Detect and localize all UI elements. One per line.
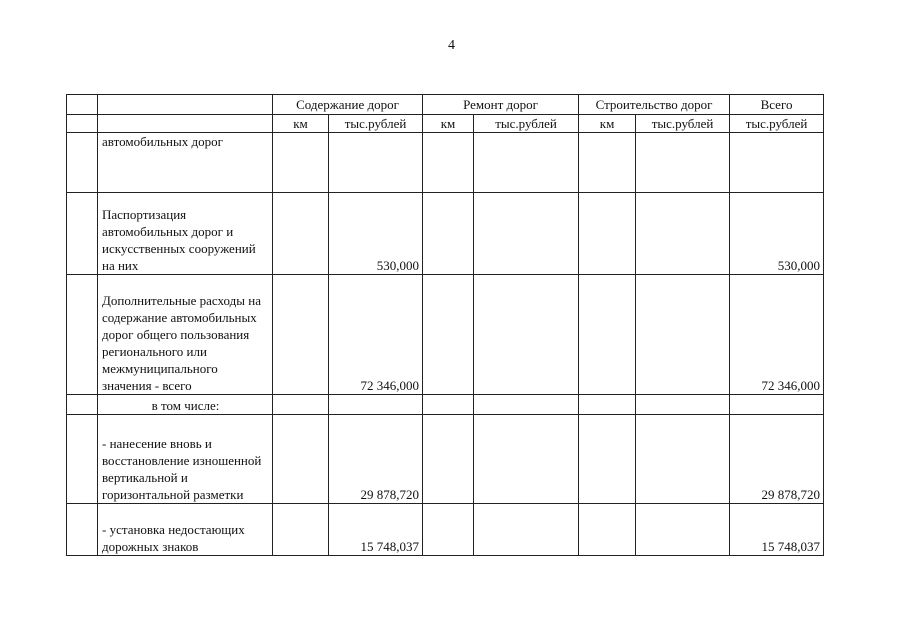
cell-repair-rub: [474, 395, 579, 415]
unit-repair-km: км: [423, 115, 474, 133]
cell-total: [730, 133, 824, 193]
cell-build-km: [579, 504, 636, 556]
cell-build-km: [579, 193, 636, 275]
table-row: [67, 395, 824, 415]
cell-total: 72 346,000: [730, 275, 824, 395]
cell-repair-rub: [474, 193, 579, 275]
cell-build-rub: [636, 415, 730, 504]
cell-maint-km: [273, 504, 329, 556]
row-label-subheading: в том числе:: [98, 395, 273, 415]
cell-build-km: [579, 395, 636, 415]
cell-build-rub: [636, 504, 730, 556]
table-row: [67, 193, 824, 275]
cell-build-rub: [636, 133, 730, 193]
cell-total: 530,000: [730, 193, 824, 275]
cell-maint-rub: [329, 395, 423, 415]
unit-build-rub: тыс.рублей: [636, 115, 730, 133]
header-maintenance: Содержание дорог: [273, 95, 423, 115]
cell-build-rub: [636, 193, 730, 275]
header-blank-1: [67, 95, 98, 115]
header-construction: Строительство дорог: [579, 95, 730, 115]
header-repair: Ремонт дорог: [423, 95, 579, 115]
unit-blank-2: [98, 115, 273, 133]
cell-repair-rub: [474, 275, 579, 395]
cell-build-km: [579, 415, 636, 504]
cell-total: [730, 395, 824, 415]
cell-repair-km: [423, 395, 474, 415]
table-row: [67, 275, 824, 395]
cell-maint-km: [273, 133, 329, 193]
cell-maint-km: [273, 193, 329, 275]
unit-maint-km: км: [273, 115, 329, 133]
cell-build-km: [579, 275, 636, 395]
cell-maint-rub: 15 748,037: [329, 504, 423, 556]
page-number: 4: [448, 38, 455, 53]
cell-maint-rub: [329, 133, 423, 193]
cell-maint-rub: 530,000: [329, 193, 423, 275]
row-label: Дополнительные расходы на содержание автомобильных дорог общего пользования регионального или межмуниципального значения - всего: [98, 275, 273, 395]
unit-total-rub: тыс.рублей: [730, 115, 824, 133]
row-label: - установка недостающих дорожных знаков: [98, 504, 273, 556]
cell-repair-km: [423, 193, 474, 275]
cell-maint-km: [273, 275, 329, 395]
row-label: автомобильных дорог: [98, 133, 273, 193]
cell-maint-km: [273, 395, 329, 415]
header-row-units: [67, 115, 824, 133]
cell-maint-rub: 72 346,000: [329, 275, 423, 395]
unit-maint-rub: тыс.рублей: [329, 115, 423, 133]
cell-repair-rub: [474, 504, 579, 556]
table-row: [67, 133, 824, 193]
cell-total: 15 748,037: [730, 504, 824, 556]
row-label: - нанесение вновь и восстановление изношенной вертикальной и горизонтальной разметки: [98, 415, 273, 504]
unit-build-km: км: [579, 115, 636, 133]
cell-repair-km: [423, 133, 474, 193]
cell-build-rub: [636, 275, 730, 395]
unit-blank-1: [67, 115, 98, 133]
cell-maint-km: [273, 415, 329, 504]
cell-total: 29 878,720: [730, 415, 824, 504]
budget-table: [66, 94, 824, 556]
cell-repair-km: [423, 504, 474, 556]
table-row: [67, 415, 824, 504]
table-row: [67, 504, 824, 556]
header-row-groups: [67, 95, 824, 115]
row-label: Паспортизация автомобильных дорог и искусственных сооружений на них: [98, 193, 273, 275]
cell-build-rub: [636, 395, 730, 415]
cell-repair-km: [423, 415, 474, 504]
cell-repair-rub: [474, 415, 579, 504]
unit-repair-rub: тыс.рублей: [474, 115, 579, 133]
cell-maint-rub: 29 878,720: [329, 415, 423, 504]
cell-repair-rub: [474, 133, 579, 193]
header-blank-2: [98, 95, 273, 115]
cell-repair-km: [423, 275, 474, 395]
header-total: Всего: [730, 95, 824, 115]
cell-build-km: [579, 133, 636, 193]
